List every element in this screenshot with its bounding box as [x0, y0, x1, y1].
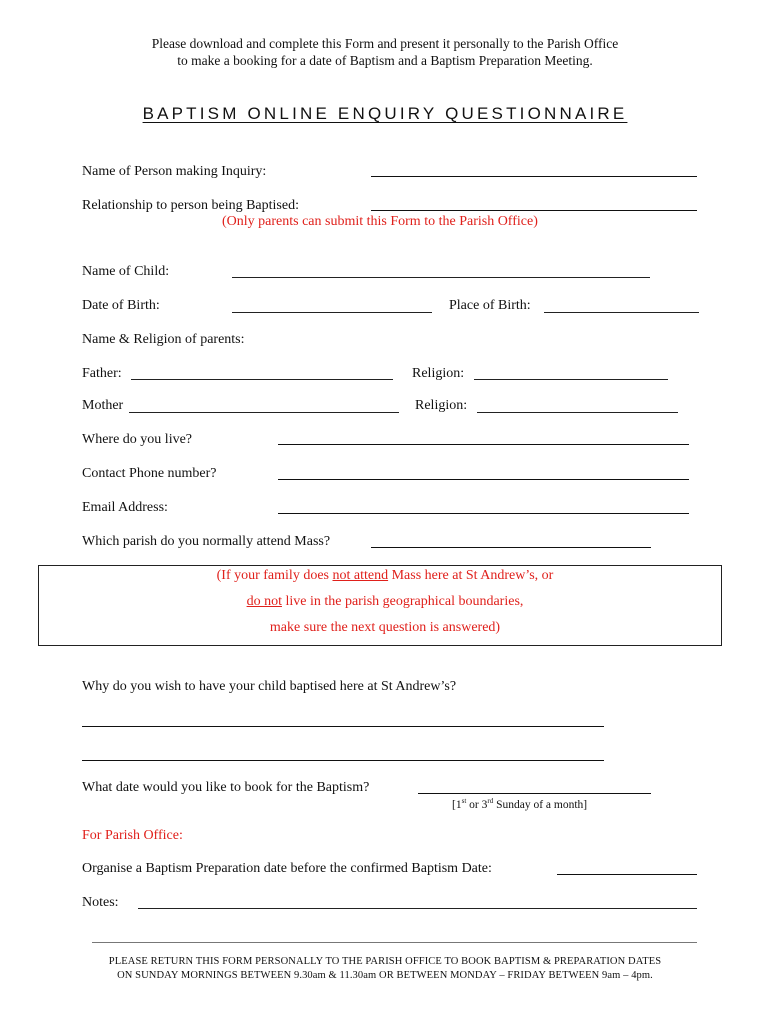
phone-field[interactable]: [278, 479, 689, 480]
mother-religion-field[interactable]: [477, 412, 678, 413]
person-inquiry-field[interactable]: [371, 176, 697, 177]
phone-label: Contact Phone number?: [82, 466, 217, 481]
relationship-label: Relationship to person being Baptised:: [82, 198, 299, 213]
notice-line-3: make sure the next question is answered): [269, 620, 501, 635]
dob-field[interactable]: [232, 312, 432, 313]
intro-text: [0, 35, 770, 69]
why-field-2[interactable]: [82, 760, 604, 761]
where-live-field[interactable]: [278, 444, 689, 445]
parents-religion-label: Name & Religion of parents:: [82, 332, 245, 347]
child-name-label: Name of Child:: [82, 264, 170, 279]
hint-sup-st: st: [461, 797, 467, 805]
organise-field[interactable]: [557, 874, 697, 875]
notes-field-2[interactable]: [92, 942, 697, 943]
hint-sup-rd: rd: [487, 797, 494, 805]
hint-close: Sunday of a month]: [493, 798, 588, 811]
place-of-birth-label: Place of Birth:: [449, 298, 531, 313]
child-name-field[interactable]: [232, 277, 650, 278]
footer: [0, 955, 770, 983]
booking-date-hint: [452, 797, 587, 811]
office-heading: For Parish Office:: [82, 828, 183, 843]
where-live-label: Where do you live?: [82, 432, 193, 447]
mother-religion-label: Religion:: [415, 398, 468, 413]
notice-not-attend: not attend: [332, 568, 389, 583]
mother-field[interactable]: [129, 412, 399, 413]
why-field-1[interactable]: [82, 726, 604, 727]
booking-date-field[interactable]: [418, 793, 651, 794]
father-religion-label: Religion:: [412, 366, 465, 381]
email-label: Email Address:: [82, 500, 168, 515]
mother-label: Mother: [82, 398, 124, 413]
intro-line-1: Please download and complete this Form and present it personally to the Parish Office: [151, 36, 619, 51]
notes-label: Notes:: [82, 895, 119, 910]
notice-line-1-end: Mass here at St Andrew’s, or: [388, 568, 554, 583]
father-label: Father:: [82, 366, 122, 381]
father-religion-field[interactable]: [474, 379, 668, 380]
notice-line-1-start: (If your family does: [216, 568, 333, 583]
relationship-field[interactable]: [371, 210, 697, 211]
organise-label: Organise a Baptism Preparation date before the confirmed Baptism Date:: [82, 861, 492, 876]
footer-line-2: ON SUNDAY MORNINGS BETWEEN 9.30am & 11.30am OR BETWEEN MONDAY – FRIDAY BETWEEN 9am – 4pm.: [117, 970, 653, 981]
parish-label: Which parish do you normally attend Mass?: [82, 534, 331, 549]
person-inquiry-label: Name of Person making Inquiry:: [82, 164, 267, 179]
notes-field-1[interactable]: [138, 908, 697, 909]
notice-line-2-end: live in the parish geographical boundaries,: [281, 594, 524, 609]
booking-date-label: What date would you like to book for the Baptism?: [82, 780, 370, 795]
notice-line-2: [0, 594, 770, 610]
dob-label: Date of Birth:: [82, 298, 160, 313]
parents-only-note: (Only parents can submit this Form to the Parish Office): [222, 214, 538, 229]
footer-line-1: PLEASE RETURN THIS FORM PERSONALLY TO THE PARISH OFFICE TO BOOK BAPTISM & PREPARATION DATES: [108, 956, 662, 967]
intro-line-2: to make a booking for a date of Baptism and a Baptism Preparation Meeting.: [177, 53, 593, 68]
form-title: BAPTISM ONLINE ENQUIRY QUESTIONNAIRE: [142, 104, 628, 123]
notice-do-not: do not: [246, 594, 282, 609]
email-field[interactable]: [278, 513, 689, 514]
father-field[interactable]: [131, 379, 393, 380]
hint-open: [1: [452, 798, 462, 811]
parish-field[interactable]: [371, 547, 651, 548]
place-of-birth-field[interactable]: [544, 312, 699, 313]
why-label: Why do you wish to have your child baptised here at St Andrew’s?: [82, 679, 457, 694]
hint-or: or 3: [466, 798, 488, 811]
notice-line-1: [0, 568, 770, 584]
